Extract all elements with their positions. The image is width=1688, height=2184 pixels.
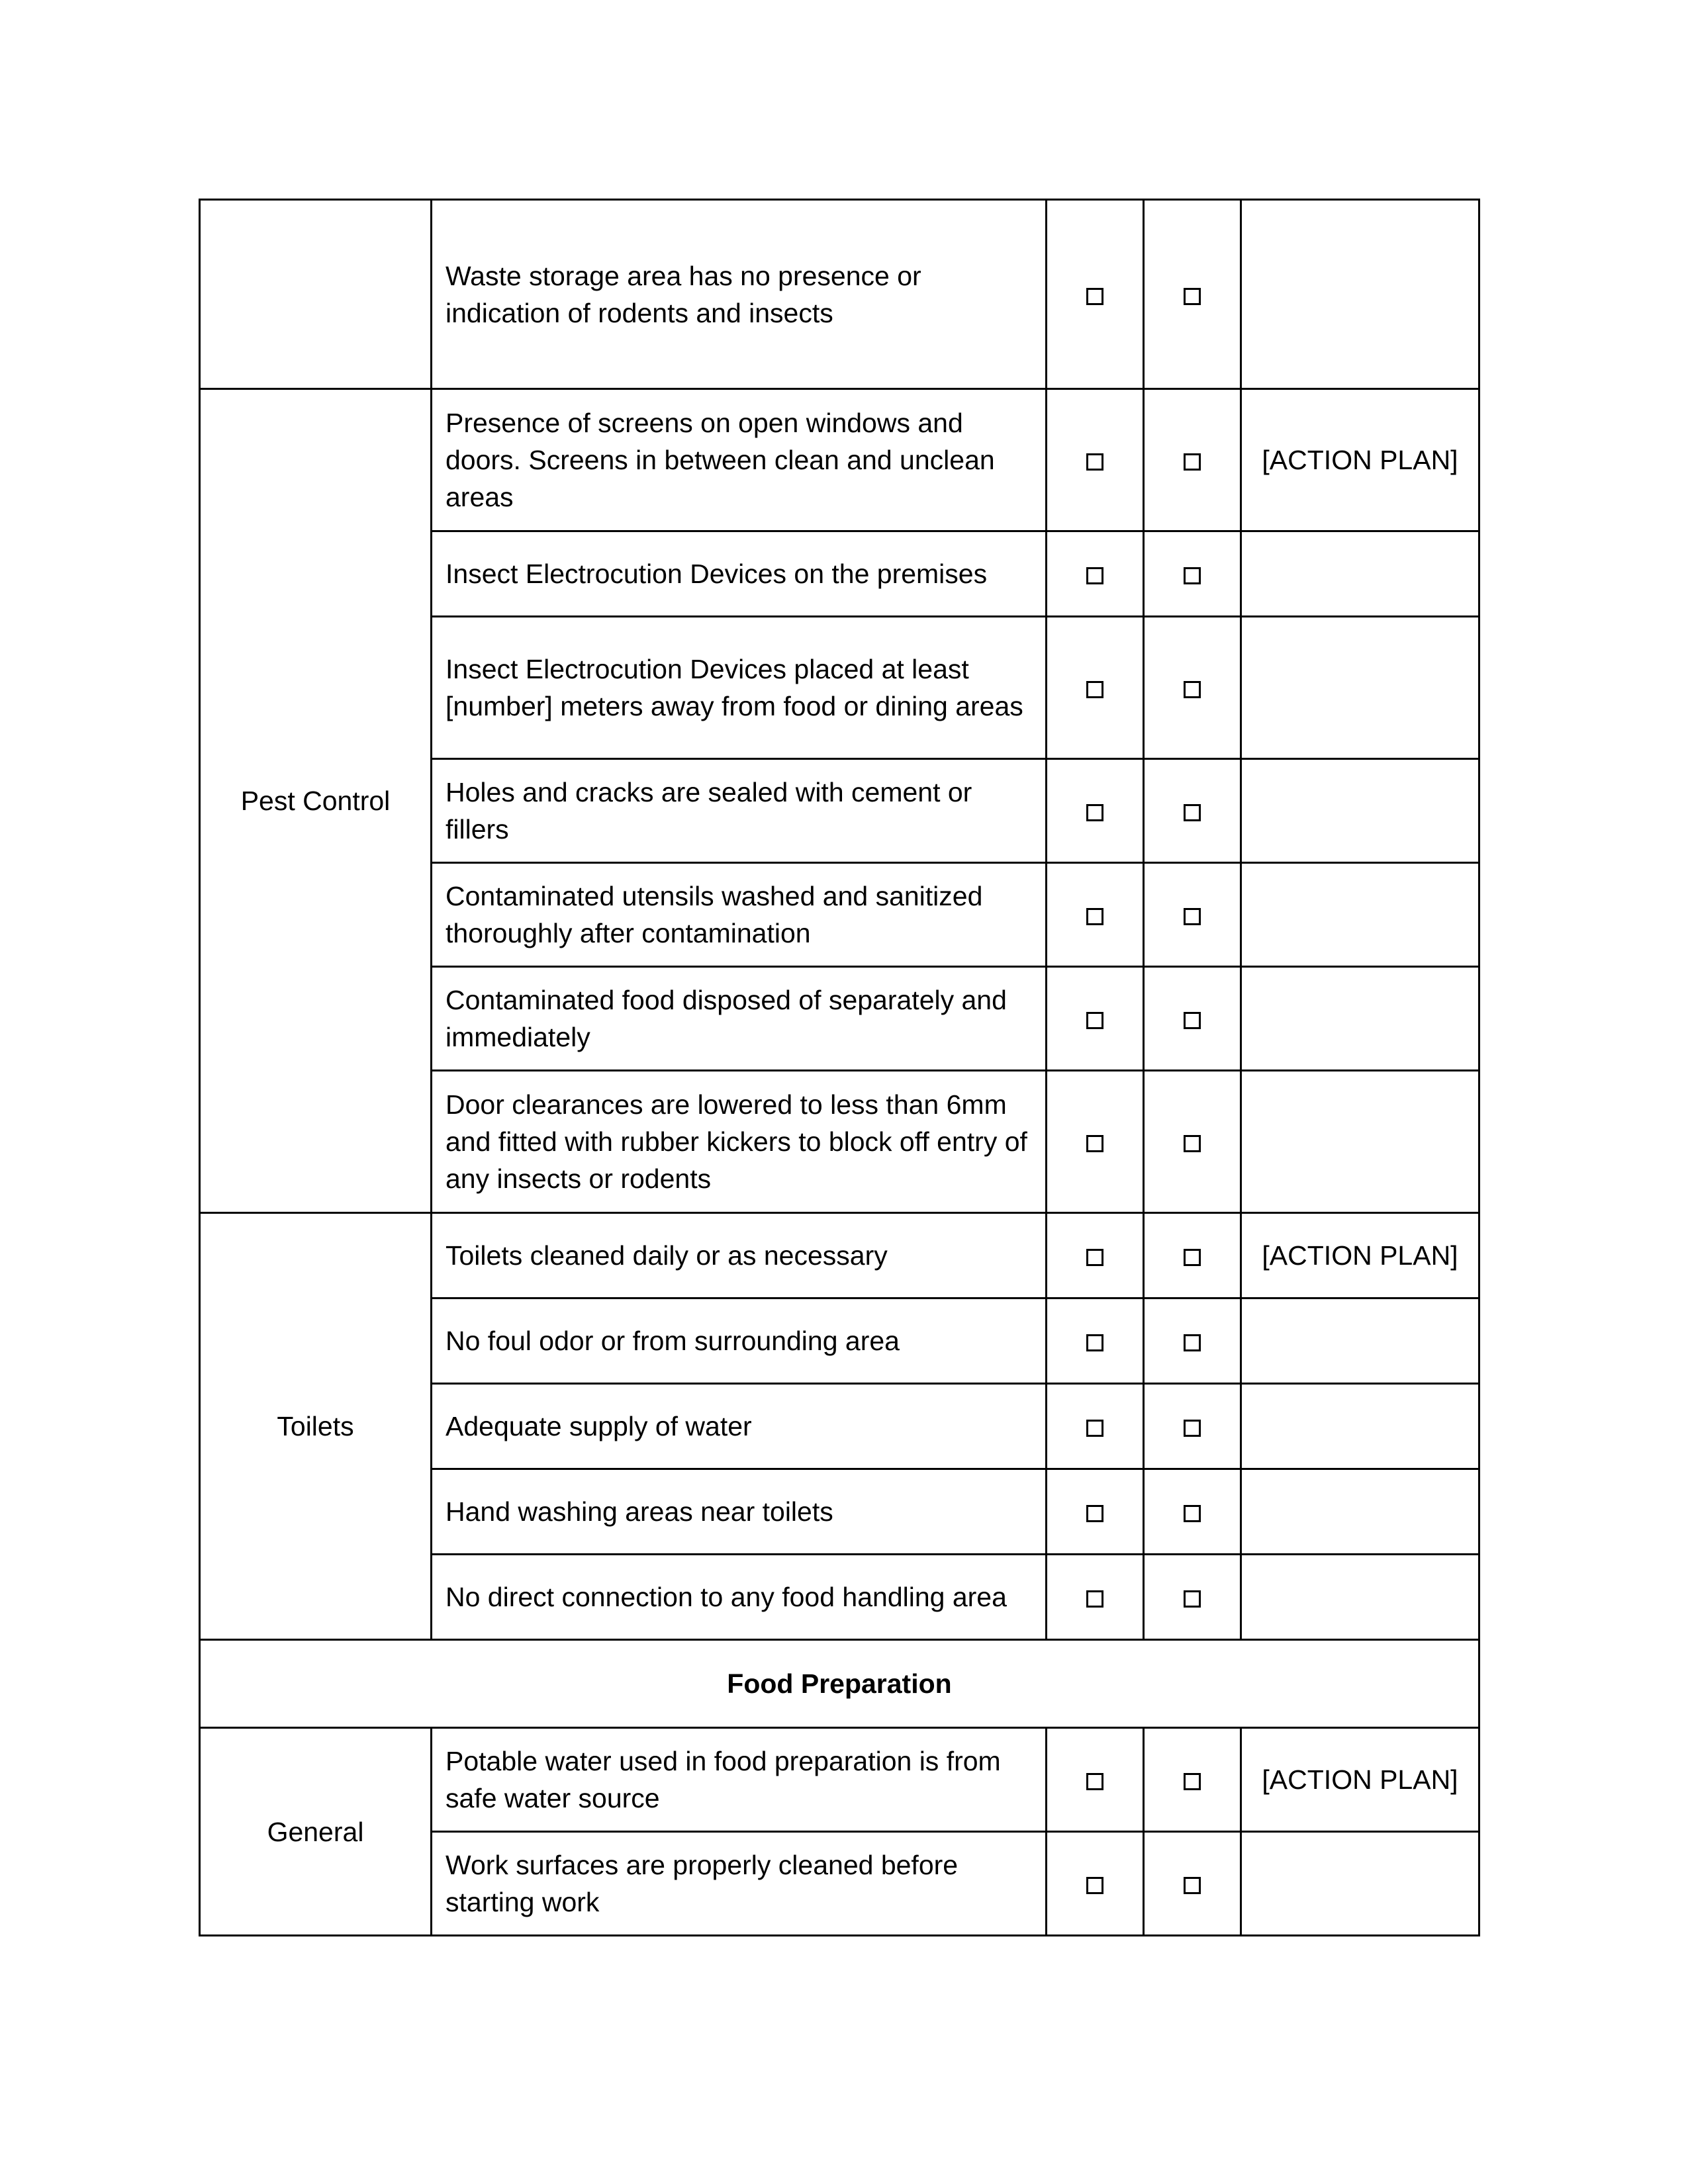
no-checkbox-cell[interactable] [1144,1728,1241,1832]
notes-cell [1241,617,1479,759]
no-checkbox[interactable] [1184,453,1201,471]
yes-checkbox[interactable] [1086,288,1103,305]
checklist-item: Hand washing areas near toilets [432,1469,1047,1555]
no-checkbox-cell[interactable] [1144,1213,1241,1298]
no-checkbox[interactable] [1184,804,1201,821]
no-checkbox[interactable] [1184,1773,1201,1790]
category-toilets: Toilets [200,1213,432,1640]
notes-cell [1241,1469,1479,1555]
action-plan-cell: [ACTION PLAN] [1241,1213,1479,1298]
yes-checkbox[interactable] [1086,567,1103,584]
no-checkbox-cell[interactable] [1144,1469,1241,1555]
section-heading-food-preparation: Food Preparation [200,1640,1479,1728]
no-checkbox[interactable] [1184,1877,1201,1894]
yes-checkbox-cell[interactable] [1047,617,1144,759]
notes-cell [1241,863,1479,967]
notes-cell [1241,1071,1479,1213]
yes-checkbox-cell[interactable] [1047,967,1144,1071]
notes-cell [1241,200,1479,389]
yes-checkbox-cell[interactable] [1047,1728,1144,1832]
yes-checkbox[interactable] [1086,1590,1103,1608]
category-general: General [200,1728,432,1936]
checklist-item: No foul odor or from surrounding area [432,1298,1047,1384]
no-checkbox-cell[interactable] [1144,1555,1241,1640]
yes-checkbox-cell[interactable] [1047,1555,1144,1640]
checklist-item: No direct connection to any food handling area [432,1555,1047,1640]
category-pest-control: Pest Control [200,389,432,1213]
checklist-item: Waste storage area has no presence or indication of rodents and insects [432,200,1047,389]
yes-checkbox[interactable] [1086,1420,1103,1437]
checklist-row [200,1213,1479,1298]
action-plan-cell: [ACTION PLAN] [1241,389,1479,531]
checklist-row [200,389,1479,531]
no-checkbox[interactable] [1184,567,1201,584]
yes-checkbox-cell[interactable] [1047,531,1144,617]
no-checkbox-cell[interactable] [1144,389,1241,531]
checklist-row [200,200,1479,389]
checklist-item: Adequate supply of water [432,1384,1047,1469]
yes-checkbox[interactable] [1086,1135,1103,1152]
no-checkbox-cell[interactable] [1144,617,1241,759]
yes-checkbox-cell[interactable] [1047,1832,1144,1936]
no-checkbox[interactable] [1184,288,1201,305]
no-checkbox-cell[interactable] [1144,1384,1241,1469]
action-plan-cell: [ACTION PLAN] [1241,1728,1479,1832]
checklist-item: Work surfaces are properly cleaned before starting work [432,1832,1047,1936]
no-checkbox-cell[interactable] [1144,759,1241,863]
no-checkbox-cell[interactable] [1144,967,1241,1071]
checklist-item: Presence of screens on open windows and doors. Screens in between clean and unclean areas [432,389,1047,531]
yes-checkbox-cell[interactable] [1047,200,1144,389]
section-row [200,1640,1479,1728]
yes-checkbox-cell[interactable] [1047,759,1144,863]
notes-cell [1241,759,1479,863]
checklist-row [200,1728,1479,1832]
no-checkbox-cell[interactable] [1144,863,1241,967]
notes-cell [1241,967,1479,1071]
no-checkbox[interactable] [1184,908,1201,925]
no-checkbox-cell[interactable] [1144,1071,1241,1213]
yes-checkbox-cell[interactable] [1047,389,1144,531]
yes-checkbox-cell[interactable] [1047,1469,1144,1555]
yes-checkbox[interactable] [1086,681,1103,698]
no-checkbox[interactable] [1184,1505,1201,1522]
yes-checkbox[interactable] [1086,908,1103,925]
category-cell [200,200,432,389]
notes-cell [1241,1555,1479,1640]
checklist-item: Insect Electrocution Devices placed at least [number] meters away from food or dining areas [432,617,1047,759]
yes-checkbox[interactable] [1086,1249,1103,1266]
inspection-checklist-table [199,199,1480,1936]
no-checkbox-cell[interactable] [1144,200,1241,389]
checklist-item: Potable water used in food preparation is from safe water source [432,1728,1047,1832]
yes-checkbox[interactable] [1086,1877,1103,1894]
no-checkbox[interactable] [1184,1334,1201,1351]
no-checkbox[interactable] [1184,1590,1201,1608]
notes-cell [1241,1298,1479,1384]
no-checkbox[interactable] [1184,681,1201,698]
no-checkbox-cell[interactable] [1144,531,1241,617]
notes-cell [1241,1384,1479,1469]
yes-checkbox[interactable] [1086,1012,1103,1029]
yes-checkbox[interactable] [1086,804,1103,821]
yes-checkbox[interactable] [1086,1334,1103,1351]
no-checkbox[interactable] [1184,1012,1201,1029]
no-checkbox[interactable] [1184,1135,1201,1152]
no-checkbox-cell[interactable] [1144,1832,1241,1936]
notes-cell [1241,1832,1479,1936]
no-checkbox[interactable] [1184,1249,1201,1266]
checklist-item: Contaminated food disposed of separately and immediately [432,967,1047,1071]
checklist-item: Toilets cleaned daily or as necessary [432,1213,1047,1298]
checklist-item: Contaminated utensils washed and sanitized thoroughly after contamination [432,863,1047,967]
checklist-item: Door clearances are lowered to less than 6mm and fitted with rubber kickers to block off entry of any insects or rodents [432,1071,1047,1213]
checklist-item: Holes and cracks are sealed with cement or fillers [432,759,1047,863]
notes-cell [1241,531,1479,617]
yes-checkbox-cell[interactable] [1047,1213,1144,1298]
yes-checkbox[interactable] [1086,1505,1103,1522]
no-checkbox[interactable] [1184,1420,1201,1437]
yes-checkbox-cell[interactable] [1047,863,1144,967]
checklist-item: Insect Electrocution Devices on the premises [432,531,1047,617]
yes-checkbox-cell[interactable] [1047,1298,1144,1384]
yes-checkbox-cell[interactable] [1047,1384,1144,1469]
no-checkbox-cell[interactable] [1144,1298,1241,1384]
yes-checkbox[interactable] [1086,1773,1103,1790]
yes-checkbox[interactable] [1086,453,1103,471]
yes-checkbox-cell[interactable] [1047,1071,1144,1213]
